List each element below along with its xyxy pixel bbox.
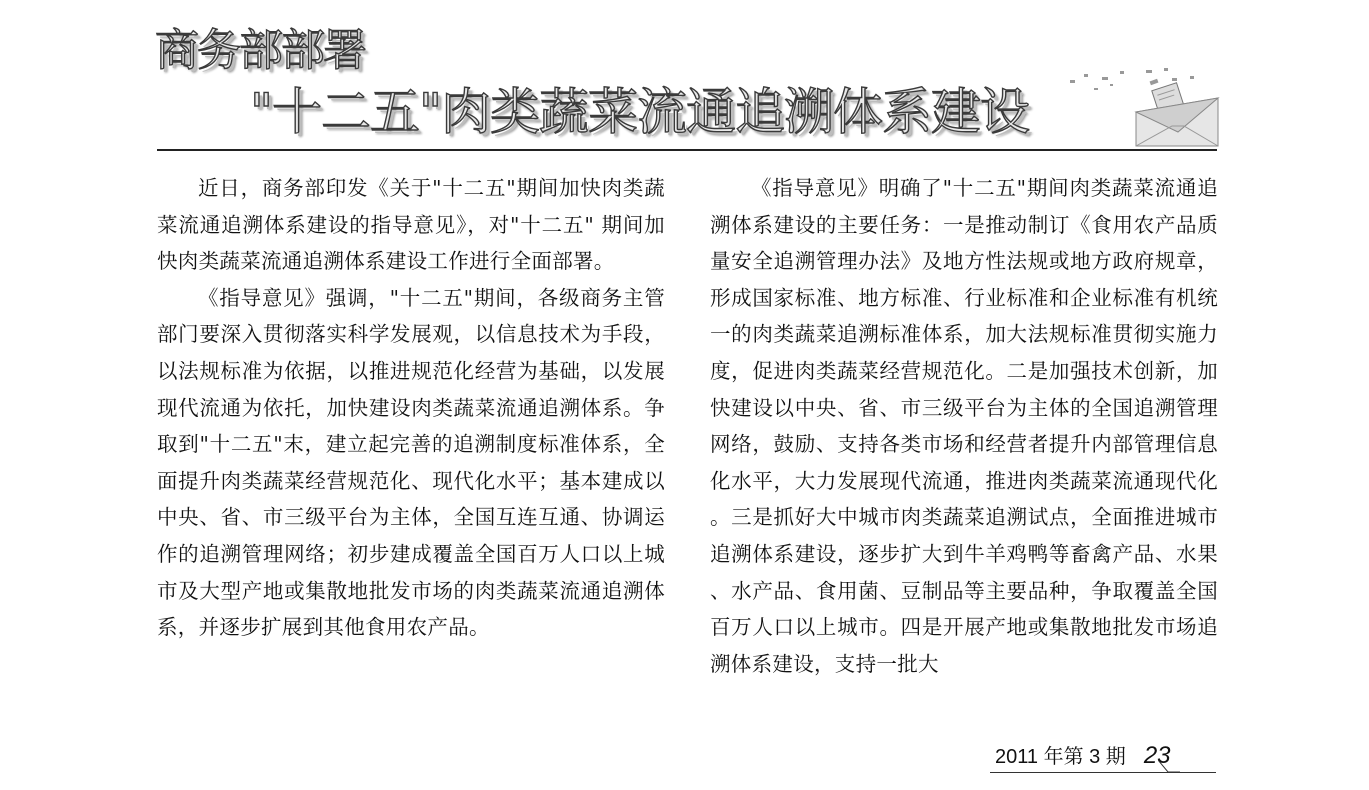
envelope-icon [1050, 68, 1220, 148]
footer-rule [990, 772, 1216, 773]
title-line-1: 商务部部署 [155, 25, 365, 76]
article-column-left [157, 170, 665, 715]
paragraph-intro: 近日，商务部印发《关于"十二五"期间加快肉类蔬菜流通追溯体系建设的指导意见》，对"十二五" 期间加快肉类蔬菜流通追溯体系建设工作进行全面部署。 [157, 176, 665, 274]
article-column-right [710, 170, 1218, 715]
paragraph-main-tasks: 《指导意见》明确了"十二五"期间肉类蔬菜流通追溯体系建设的主要任务：一是推动制订《食用农产品质量安全追溯管理办法》及地方性法规或地方政府规章，形成国家标准、地方标准、行业标准和企业标准有机统一的肉类蔬菜追溯标准体系，加大法规标准贯彻实施力度，促进肉类蔬菜经营规范化。二是加强技术创新，加快建设以中央、省、市三级平台为主体的全国追溯管理网络，鼓励、支持各类市场和经营者提升内部管理信息化水平，大力发展现代流通，推进肉类蔬菜流通现代化。三是抓好大中城市肉类蔬菜追溯试点，全面推进城市追溯体系建设，逐步扩大到牛羊鸡鸭等畜禽产品、水果、水产品、食用菌、豆制品等主要品种，争取覆盖全国百万人口以上城市。四是开展产地或集散地批发市场追溯体系建设，支持一批大 [710, 176, 1218, 676]
paragraph-guidance-emphasis: 《指导意见》强调，"十二五"期间，各级商务主管部门要深入贯彻落实科学发展观，以信息技术为手段，以法规标准为依据，以推进规范化经营为基础，以发展现代流通为依托，加快建设肉类蔬菜流通追溯体系。争取到"十二五"末，建立起完善的追溯制度标准体系，全面提升肉类蔬菜经营规范化、现代化水平；基本建成以中央、省、市三级平台为主体，全国互连互通、协调运作的追溯管理网络；初步建成覆盖全国百万人口以上城市及大型产地或集散地批发市场的肉类蔬菜流通追溯体系，并逐步扩展到其他食用农产品。 [157, 285, 665, 640]
title-line-2: "十二五"肉类蔬菜流通追溯体系建设 [250, 83, 1029, 141]
page-footer [995, 740, 1171, 772]
page-number: 23 [1143, 742, 1171, 769]
title-rule [157, 149, 1217, 151]
issue-label: 2011 年第 3 期 [995, 746, 1126, 768]
